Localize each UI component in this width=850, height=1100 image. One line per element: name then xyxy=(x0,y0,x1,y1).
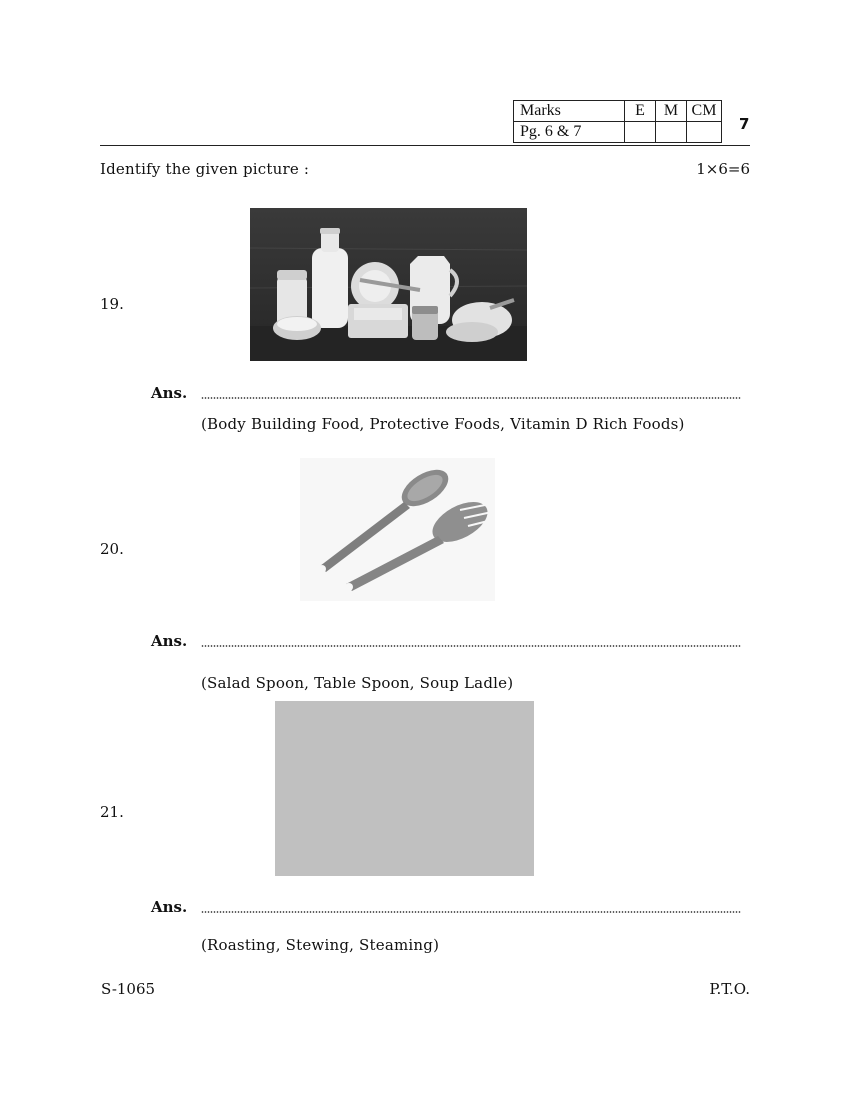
marks-label: Marks xyxy=(514,101,625,122)
page-number: 7 xyxy=(739,115,750,133)
marks-table xyxy=(513,100,722,143)
answer-hint: (Salad Spoon, Table Spoon, Soup Ladle) xyxy=(201,674,514,692)
pto-label: P.T.O. xyxy=(709,980,750,998)
wooden-salad-servers-photo xyxy=(300,458,495,601)
answer-line xyxy=(201,911,741,913)
ans-label: Ans. xyxy=(151,384,188,402)
answer-hint: (Roasting, Stewing, Steaming) xyxy=(201,936,440,954)
question-number: 21. xyxy=(100,803,124,821)
col-m-cell xyxy=(656,122,687,143)
question-number: 20. xyxy=(100,540,124,558)
question-number: 19. xyxy=(100,295,124,313)
ans-label: Ans. xyxy=(151,898,188,916)
col-e-cell xyxy=(625,122,656,143)
pages-label: Pg. 6 & 7 xyxy=(514,122,625,143)
dairy-products-photo xyxy=(250,208,527,361)
col-m-header: M xyxy=(656,101,687,122)
ans-label: Ans. xyxy=(151,632,188,650)
instruction-text: Identify the given picture : xyxy=(100,160,310,178)
answer-hint: (Body Building Food, Protective Foods, Vitamin D Rich Foods) xyxy=(201,415,685,433)
col-e-header: E xyxy=(625,101,656,122)
header-rule xyxy=(100,145,750,146)
marks-formula: 1×6=6 xyxy=(696,160,750,178)
col-cm-cell xyxy=(687,122,722,143)
paper-code: S-1065 xyxy=(101,980,156,998)
image-placeholder xyxy=(275,701,534,876)
answer-line xyxy=(201,645,741,647)
answer-line xyxy=(201,397,741,399)
col-cm-header: CM xyxy=(687,101,722,122)
